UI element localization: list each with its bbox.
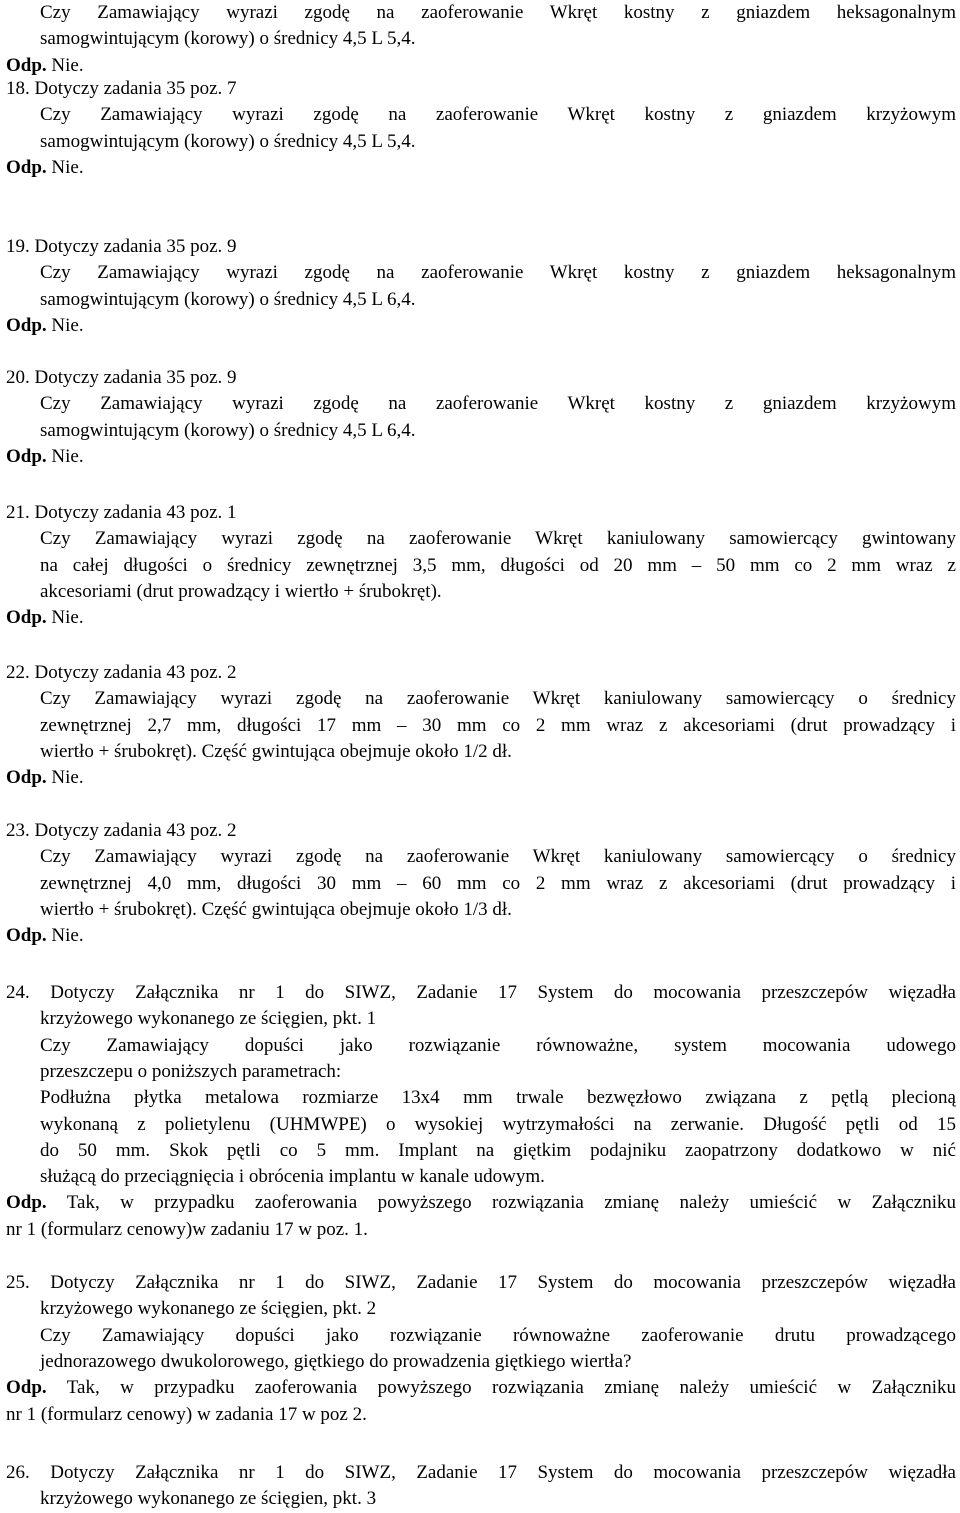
answer-label: Odp.: [6, 767, 47, 789]
question-text-line: do 50 mm. Skok pętli co 5 mm. Implant na giętkim podajniku zaopatrzony dodatkowo w nić: [40, 1139, 956, 1161]
question-text-line: służącą do przeciągnięcia i obrócenia implantu w kanale udowym.: [40, 1166, 545, 1188]
question-text-line: Czy Zamawiający dopuści jako rozwiązanie równoważne, system mocowania udowego: [40, 1034, 956, 1056]
answer-text: Tak, w przypadku zaoferowania powyższego rozwiązania zmianę należy umieścić w Załączniku: [66, 1192, 956, 1214]
question-text-line: Czy Zamawiający wyrazi zgodę na zaoferowanie Wkręt kaniulowany samowiercący o średnicy: [40, 846, 956, 868]
answer-line: [6, 155, 84, 181]
question-text-line: Czy Zamawiający wyrazi zgodę na zaoferowanie Wkręt kostny z gniazdem krzyżowym: [40, 393, 956, 415]
answer-text: Nie.: [51, 314, 84, 336]
question-text-line: przeszczepu o poniższych parametrach:: [40, 1060, 342, 1082]
question-text-line: Czy Zamawiający wyrazi zgodę na zaoferowanie Wkręt kostny z gniazdem heksagonalnym: [40, 2, 956, 23]
question-heading: 26. Dotyczy Załącznika nr 1 do SIWZ, Zadanie 17 System do mocowania przeszczepów więzadła: [6, 1462, 956, 1483]
answer-text: Nie.: [51, 925, 84, 947]
question-heading: 19. Dotyczy zadania 35 poz. 9: [6, 236, 237, 257]
answer-line: [6, 313, 84, 339]
answer-line: [6, 1190, 956, 1216]
question-text-line: jednorazowego dwukolorowego, giętkiego do prowadzenia giętkiego wiertła?: [40, 1350, 632, 1372]
answer-text: Tak, w przypadku zaoferowania powyższego rozwiązania zmianę należy umieścić w Załączniku: [66, 1377, 956, 1399]
answer-label: Odp.: [6, 925, 47, 947]
question-heading: 18. Dotyczy zadania 35 poz. 7: [6, 78, 237, 99]
answer-text-line: nr 1 (formularz cenowy)w zadaniu 17 w poz. 1.: [6, 1218, 368, 1240]
answer-text: Nie.: [51, 445, 84, 467]
answer-line: [6, 605, 84, 631]
question-heading: 23. Dotyczy zadania 43 poz. 2: [6, 820, 237, 841]
question-text-line: krzyżowego wykonanego ze ścięgien, pkt. 3: [40, 1488, 377, 1510]
question-text-line: zewnętrznej 4,0 mm, długości 30 mm – 60 mm co 2 mm wraz z akcesoriami (drut prowadzący i: [40, 872, 956, 894]
question-text-line: Czy Zamawiający dopuści jako rozwiązanie równoważne zaoferowanie drutu prowadzącego: [40, 1324, 956, 1346]
question-text-line: krzyżowego wykonanego ze ścięgien, pkt. 1: [40, 1008, 377, 1030]
answer-label: Odp.: [6, 314, 47, 336]
question-text-line: na całej długości o średnicy zewnętrznej 3,5 mm, długości od 20 mm – 50 mm co 2 mm wraz z: [40, 554, 956, 576]
question-text-line: wiertło + śrubokręt). Część gwintująca obejmuje około 1/3 dł.: [40, 898, 512, 920]
question-text-line: Czy Zamawiający wyrazi zgodę na zaoferowanie Wkręt kaniulowany samowiercący o średnicy: [40, 688, 956, 710]
question-heading: 24. Dotyczy Załącznika nr 1 do SIWZ, Zadanie 17 System do mocowania przeszczepów więzadła: [6, 982, 956, 1003]
question-text-line: samogwintującym (korowy) o średnicy 4,5 L 6,4.: [40, 419, 416, 441]
answer-text: Nie.: [51, 54, 84, 76]
question-text-line: zewnętrznej 2,7 mm, długości 17 mm – 30 mm co 2 mm wraz z akcesoriami (drut prowadzący i: [40, 714, 956, 736]
question-text-line: akcesoriami (drut prowadzący i wiertło + śrubokręt).: [40, 580, 442, 602]
question-text-line: Czy Zamawiający wyrazi zgodę na zaoferowanie Wkręt kostny z gniazdem heksagonalnym: [40, 262, 956, 284]
answer-line: [6, 923, 84, 949]
question-heading: 22. Dotyczy zadania 43 poz. 2: [6, 662, 237, 683]
answer-line: [6, 1375, 956, 1401]
question-heading: 21. Dotyczy zadania 43 poz. 1: [6, 502, 237, 523]
question-text-line: wykonaną z polietylenu (UHMWPE) o wysokiej wytrzymałości na zerwanie. Długość pętli od 15: [40, 1113, 956, 1135]
question-heading: 25. Dotyczy Załącznika nr 1 do SIWZ, Zadanie 17 System do mocowania przeszczepów więzadła: [6, 1272, 956, 1293]
question-text-line: samogwintującym (korowy) o średnicy 4,5 L 5,4.: [40, 130, 416, 152]
question-heading: 20. Dotyczy zadania 35 poz. 9: [6, 367, 237, 388]
answer-line: [6, 53, 84, 79]
answer-label: Odp.: [6, 607, 47, 629]
answer-text: Nie.: [51, 607, 84, 629]
answer-label: Odp.: [6, 54, 47, 76]
answer-text: Nie.: [51, 156, 84, 178]
question-text-line: samogwintującym (korowy) o średnicy 4,5 L 6,4.: [40, 288, 416, 310]
answer-text: Nie.: [51, 767, 84, 789]
question-text-line: Czy Zamawiający wyrazi zgodę na zaoferowanie Wkręt kaniulowany samowiercący gwintowany: [40, 528, 956, 550]
answer-line: [6, 444, 84, 470]
answer-text-line: nr 1 (formularz cenowy) w zadania 17 w poz 2.: [6, 1403, 367, 1425]
question-text-line: krzyżowego wykonanego ze ścięgien, pkt. 2: [40, 1298, 377, 1320]
question-text-line: Podłużna płytka metalowa rozmiarze 13x4 mm trwale bezwęzłowo związana z pętlą plecioną: [40, 1087, 956, 1109]
answer-label: Odp.: [6, 1192, 47, 1214]
answer-line: [6, 765, 84, 791]
answer-label: Odp.: [6, 1377, 47, 1399]
question-text-line: Czy Zamawiający wyrazi zgodę na zaoferowanie Wkręt kostny z gniazdem krzyżowym: [40, 104, 956, 126]
answer-label: Odp.: [6, 445, 47, 467]
question-text-line: samogwintującym (korowy) o średnicy 4,5 L 5,4.: [40, 28, 416, 50]
answer-label: Odp.: [6, 156, 47, 178]
question-text-line: wiertło + śrubokręt). Część gwintująca obejmuje około 1/2 dł.: [40, 740, 512, 762]
